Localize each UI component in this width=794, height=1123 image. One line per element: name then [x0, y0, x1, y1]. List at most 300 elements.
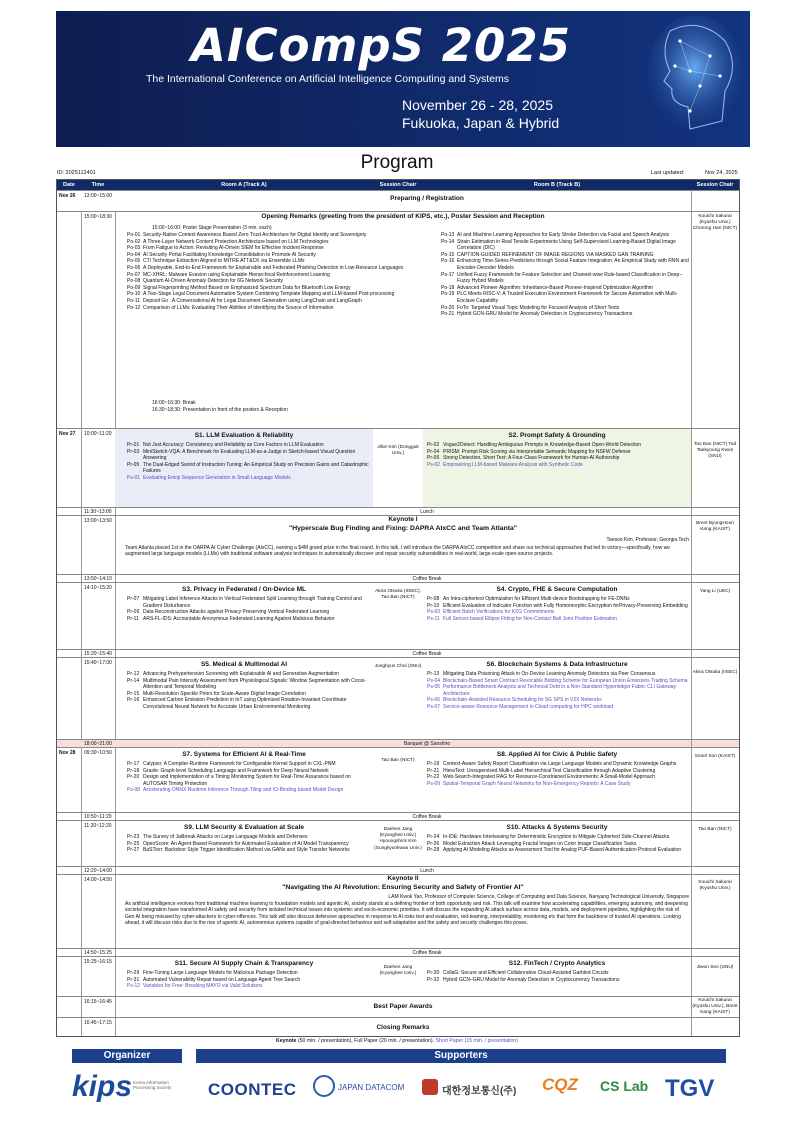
chair-s1: Jihie Kim (Dongguk Univ.) [377, 445, 419, 457]
session-s7-title: S7. Systems for Efficient AI & Real-Time [182, 751, 306, 758]
supporters-header: Supporters [196, 1049, 726, 1063]
paper-title: A Two-Stage Legal Document Automation System Combining Template Mapping and LLM-based Post-processing [143, 291, 395, 298]
paper-id: Po-10 [127, 291, 141, 298]
time: 11:20~12:20 [84, 823, 112, 829]
paper-id: Po-19 [441, 291, 455, 298]
col-time: Time [81, 180, 115, 190]
paper-id: Ps-06 [427, 697, 441, 704]
paper-title: PLC Meets RISC-V: A Trusted Execution Environment Framework for Secure Automation with Multi-Enclave Capability [457, 291, 678, 304]
time: 10:00~11:20 [84, 431, 112, 437]
paper-item [127, 774, 371, 787]
paper-id: Pr-19 [427, 761, 440, 767]
keynote-2-abstract: As artificial intelligence evolves from traditional machine learning to foundation models and agentic AI, society stands at a defining frontier of both opportunity and risk. This talk will examine how accelerating capabilities, emerging autonomy, and deepening societal integration have transformed AI safety and security from isolated technical issues into systemic and socio-economic priorities. It will discuss the expanding AI attack surface across data, models, and deployment pipelines, highlighting the risk of Gen AI being misused by cyber-attackers to cyber-offences. This talk will also discuss defensive approaches in response to AI risks test and evaluation, red-teaming, interpretability, monitoring etc that form the backbone of trusted AI operations. Looking ahead, it will discuss risks due to the rise of agentic AI, autonomous systems capable of goal-directed behaviour and self-adaptation and the safety and security challenges this poses. [125, 901, 688, 926]
paper-item [427, 603, 689, 610]
short-paper-item [127, 983, 371, 990]
coffee-break-label: Coffee Break [412, 949, 442, 956]
poster-note-2: 16:00~16:30: Break [152, 400, 196, 406]
paper-item [441, 305, 689, 312]
coffee-break-label: Coffee Break [412, 813, 442, 820]
session-s3-papers [127, 596, 371, 622]
paper-title: Accelerating ONNX Runtime Inference Through Tiling and IO-Binding based Model Design [143, 787, 344, 794]
time: 09:30~10:50 [84, 750, 112, 756]
keynote-1-speaker: Taesoo Kim, Professor, Georgia Tech [606, 537, 689, 543]
poster-note-1: 15:00~16:00: Poster Stage Presentation (3 min. each) [152, 225, 272, 231]
paper-item [127, 596, 371, 609]
row-lunch-2 [57, 866, 739, 874]
paper-item [127, 768, 371, 775]
short-paper-item [427, 462, 689, 469]
paper-title: An Intra-ciphertext Optimization for Efficient Multi-device Bootstrapping for FE-DNNs [443, 596, 630, 602]
paper-title: Comparison of LLMs: Evaluating Their Abilities of Identifying the Source of Information [143, 304, 334, 311]
paper-title: Data Reconstruction Attacks against Privacy Preserving Vertical Federated Learning [143, 609, 330, 616]
paper-id: Po-02 [127, 238, 141, 245]
paper-title: Not Just Accuracy: Consistency and Reliability as Core Factors in LLM Evaluation [143, 442, 324, 448]
ai-head-illustration [630, 11, 750, 147]
paper-title: Multi-Resolution Speckle Priors for Scale-Aware Digital Image Correlation [143, 690, 306, 697]
time: 18:00~21:00 [84, 740, 112, 747]
conference-title: AICompS 2025 [191, 19, 571, 72]
paper-item [427, 761, 689, 768]
banquet-label: Banquet @ Sanshiro [403, 740, 451, 747]
row-s7-s8 [57, 747, 739, 812]
row-registration [57, 190, 739, 211]
paper-id: Po-09 [127, 284, 141, 291]
tgv-logo: TGV [665, 1075, 715, 1102]
kips-subtitle: Korea Information Processing Society [133, 1080, 172, 1090]
row-closing [57, 1017, 739, 1037]
row-lunch-1 [57, 507, 739, 515]
paper-id: Pr-12 [127, 671, 140, 677]
paper-title: From Fatigue to Action: Revisiting AI-Driven SIEM for Effective Incident Response [143, 245, 324, 252]
paper-item [127, 239, 417, 246]
short-paper-item [427, 616, 689, 623]
paper-title: Performance Bottleneck Analysis and Technical Debt in a Non-Standard Hyperledger Fabric CLI Gateway Architecture [443, 684, 677, 697]
paper-title: Enhancing Time-Series Predictions through Social Feature Integration: An Empirical Study with RNN and Encoder-Decoder Models [457, 258, 689, 271]
row-award [57, 996, 739, 1017]
paper-item [127, 691, 371, 698]
paper-title: Blockchain-Assisted Resource Scheduling for 5G SPS in V2X Networks [443, 697, 602, 704]
session-s6-papers [427, 671, 689, 711]
time: 15:00~18:30 [84, 214, 112, 220]
paper-item [427, 977, 689, 984]
paper-item [127, 258, 417, 265]
closing-remarks: Closing Remarks [376, 1024, 430, 1031]
keynote-1-abstract: Team Atlanta placed 1st in the DARPA AI Cyber Challenge (AIxCC), earning a $4M grand prize in the final round. In this talk, I will introduce the DARPA AIxCC competition and share our technical approaches that led to victory—specifically, how we augmented large language models (LLMs) with traditional software analysis techniques to automatically discover and repair security vulnerabilities in real-world, large-scale open-source projects. [125, 545, 670, 558]
paper-id: Po-11 [127, 297, 140, 304]
time: 12:20~14:00 [84, 867, 112, 874]
paper-id: Pr-27 [127, 847, 140, 854]
paper-item [127, 232, 417, 239]
japan-datacom-icon [313, 1075, 335, 1097]
paper-item [127, 834, 371, 841]
paper-title: Mitigating Label Inference Attacks in Vertical Federated Split Learning through Training Control and Gradient Disturbance [143, 596, 362, 609]
paper-item [427, 768, 689, 775]
paper-id: Po-07 [127, 271, 141, 278]
paper-item [127, 678, 371, 691]
paper-title: HieraText: Unsupervised Multi-Label Hierarchical Text Classification through Adaptive Clustering [443, 767, 656, 774]
paper-item [441, 291, 689, 304]
paper-title: MC-XHRL: Malware Evasion using Explainable Hierarchical Reinforcement Learning [143, 271, 330, 278]
short-paper-item [427, 684, 689, 697]
registration-label: Preparing / Registration [390, 195, 464, 202]
chair-keynote-2: Kouichi Sakurai (Kyushu Univ.) [698, 880, 732, 892]
paper-item [127, 761, 371, 768]
time: 13:00~13:50 [84, 518, 112, 524]
col-room-b: Room B (Track B) [423, 180, 691, 190]
row-coffee-3 [57, 812, 739, 820]
session-s6-title: S6. Blockchain Systems & Data Infrastructure [486, 661, 628, 668]
paper-title: AI Security Portal Facilitating Knowledge Consolidation to Promote AI Security [143, 251, 316, 258]
session-s3-title: S3. Privacy in Federated / On-Device ML [182, 586, 306, 593]
short-paper-item [427, 704, 689, 711]
paper-title: Advanced Pioneer Algorithm: Inheritance-Based Pioneer-Inspired Optimization Algorithm [457, 284, 653, 291]
paper-id: Ps-03 [427, 609, 441, 616]
paper-title: Enhanced Carbon Emission Prediction in IoT using Optimized Rotation-Invariant Coordinate Convolutional Neural Network for Accurate Urban Environmental Monitoring [143, 697, 347, 710]
paper-id: Pr-26 [427, 840, 440, 847]
time: 14:10~15:20 [84, 585, 112, 591]
keynote-1-label: Keynote I [388, 516, 418, 523]
paper-title: Advancing Prehypertension Screening with Explainable AI and Generative Augmentation [143, 671, 339, 677]
paper-title: A Deployable, End-to-End Framework for Explainable and Federated Phishing Detection in Low-Resource Languages [143, 264, 404, 271]
paper-id: Pr-25 [127, 840, 140, 847]
footnote [0, 1038, 794, 1044]
paper-id: Pr-15 [127, 690, 140, 697]
lunch-label: Lunch [420, 867, 434, 874]
row-keynote-2 [57, 874, 739, 948]
paper-item [127, 285, 417, 292]
session-s8-title: S8. Applied AI for Civic & Public Safety [496, 751, 618, 758]
paper-id: Pr-07 [127, 596, 140, 602]
time: 11:30~13:00 [84, 508, 112, 515]
paper-title: Vogue2Detect: Handling Ambiguous Prompts in Knowledge-Based Open-World Detection [443, 442, 642, 448]
paper-item [127, 442, 371, 449]
paper-title: Variables for Free: Breaking MAYO via Valid Solutions [143, 983, 263, 990]
paper-id: Po-15 [441, 251, 455, 258]
date-nov26: Nov 26 [59, 193, 76, 199]
paper-item [127, 697, 371, 710]
paper-item [127, 272, 417, 279]
paper-item [127, 265, 417, 272]
col-chair-a: Session Chair [373, 180, 423, 190]
paper-id: Po-05 [127, 258, 141, 265]
session-s4-papers [427, 596, 689, 622]
paper-title: MiniSketch-VQA: A Benchmark for Evaluating LLM-as-a-Judge in Sketch-based Visual Question Answering [143, 448, 356, 462]
paper-title: FoTo: Targeted Visual Topic Modeling for Focused Analysis of Short Texts [457, 304, 620, 311]
paper-title: Automated Vulnerability Repair based on Language Agent Tree Search [143, 976, 301, 983]
cslab-logo: CS Lab [600, 1078, 649, 1094]
paper-id: Pr-22 [427, 774, 440, 781]
paper-id: Pr-01 [127, 442, 140, 448]
paper-item [441, 258, 689, 271]
chair-s6: Akira Otsuka (IISEC) [692, 670, 738, 675]
paper-id: Pr-03 [127, 448, 140, 455]
chair-s3: Akira Otsuka (IISEC), Tao Ban (NICT) [375, 589, 421, 601]
session-s12-papers [427, 970, 689, 983]
short-paper-item [427, 678, 689, 685]
paper-title: OpenScore: An Agent-Based Framework for Automated Evaluation of AI Model Transparency [143, 840, 349, 847]
paper-id: Pr-20 [127, 774, 140, 781]
paper-title: Signal Fingerprinting Method Based on Emphasized Spectrum Data for Bluetooth Low Energy [143, 284, 351, 291]
paper-id: Ps-01 [127, 474, 141, 481]
dahan-logo: 대한정보통신(주) [442, 1086, 517, 1097]
short-paper-item [127, 787, 371, 794]
paper-title: Grasle: Graph-level Scheduling Language and Framework for Deep Neural Network [143, 767, 329, 774]
conference-banner [56, 11, 750, 147]
paper-id: Ps-02 [427, 461, 441, 468]
chair-s2: Tao Ban (NICT) Tod Taekyoung Kwon (SNU) [693, 442, 737, 460]
col-date: Date [57, 180, 81, 190]
paper-item [427, 449, 689, 456]
paper-id: Po-06 [127, 264, 141, 271]
chair-s12: Jiwon Seo (SNU) [696, 965, 734, 970]
chair-keynote-1: Brent ByungHoon Kang (KAIST) [696, 521, 734, 533]
row-coffee-4 [57, 948, 739, 956]
paper-title: Model Extraction Attack Leveraging Fractal Images on Color Image Classification Tasks [443, 840, 637, 847]
paper-title: Strain Estimation in Real Tensile Experiments Using Self-Supervised Learning-Based Digital Image Correlation (DIC) [457, 238, 676, 252]
row-s5-s6 [57, 657, 739, 739]
session-s1-papers [127, 442, 371, 482]
date-nov28: Nov 28 [59, 750, 76, 756]
row-opening-poster [57, 211, 739, 428]
paper-title: Efficient Evaluation of Indicator Function with Fully Homomorphic Encryption forPrivacy-Preserving Embedding [443, 602, 688, 609]
paper-title: CollaG: Secure and Efficient Collaborative Cloud-Assisted Garbled Circuits [443, 970, 609, 976]
paper-title: Web-Search-Integrated RAG for Resource-Constrained Environments: A Small-Model Approach [443, 774, 655, 781]
paper-title: Spatial-Temporal Graph Neural Networks for Non-Emergency Reports: A Case Study [443, 780, 631, 787]
keynote-2-label: Keynote II [387, 875, 419, 882]
paper-title: Mitigating Data Poisoning Attack in On-Device Learning Anomaly Detectors via Peer Consensus [443, 671, 656, 677]
chair-s5: Jonghyun Choi (SNU) [374, 664, 422, 669]
paper-title: Unified Fuzzy Framework for Feature Selection and Channel-wise Rule-based Classification in Deep–Fuzzy Hybrid Models [457, 271, 683, 285]
footnote-keynote: Keynote [276, 1038, 297, 1044]
cqz-logo: CQZ [542, 1075, 578, 1094]
paper-id: Ps-04 [427, 677, 441, 684]
program-id: ID: 2025112401 [57, 170, 96, 176]
paper-item [427, 841, 689, 848]
paper-title: The Survey of Jailbreak Attacks on Large Language Models and Defenses [143, 834, 308, 840]
paper-id: Ps-05 [427, 684, 441, 691]
paper-item [441, 285, 689, 292]
paper-item [427, 671, 689, 678]
paper-title: Deposit Go : A Conversational AI for Legal Document Generation using LangChain and LangGraph [143, 297, 362, 304]
time: 15:40~17:00 [84, 660, 112, 666]
paper-title: Blockchain-Based Smart Contract Revocable Bidding Scheme for European Union Emissions Trading Schema [443, 677, 688, 684]
paper-item [427, 596, 689, 603]
best-paper-awards: Best Paper Awards [373, 1003, 433, 1010]
opening-title: Opening Remarks (greeting from the president of KIPS, etc.), Poster Session and Reception [261, 213, 545, 220]
paper-title: AI and Machine Learning Approaches for Early Stroke Detection via Facial and Speech Analysis [457, 232, 670, 238]
paper-id: Pr-24 [427, 834, 440, 840]
paper-title: Multimodal Pain Intensity Assessment from Physiological Signals: Window Segmentation with Cross-Attention and Temporal Modeling [143, 677, 366, 691]
paper-id: Po-01 [127, 232, 141, 238]
paper-id: Po-13 [441, 232, 455, 238]
paper-title: Applying AI Modeling Attacks as Assessment Tool for Analog PUF-Based Authentication Protocol Evaluation [443, 847, 682, 854]
paper-item [441, 311, 689, 318]
paper-item [427, 847, 689, 854]
paper-id: Po-16 [441, 258, 455, 265]
paper-item [427, 455, 689, 462]
paper-id: Pr-13 [427, 671, 440, 677]
paper-title: Hybrid GCN-GRU Model for Anomaly Detection in Cryptocurrency Transactions [457, 311, 633, 318]
session-s1-title: S1. LLM Evaluation & Reliability [194, 432, 294, 439]
paper-id: Pr-21 [427, 767, 440, 774]
paper-id: Pr-16 [127, 697, 140, 704]
row-coffee-1 [57, 574, 739, 582]
paper-id: Po-20 [441, 304, 455, 311]
time: 16:15~16:45 [84, 999, 112, 1005]
paper-id: Po-18 [441, 284, 455, 291]
paper-id: Pr-17 [127, 761, 140, 767]
session-s8-papers [427, 761, 689, 787]
session-s11-papers [127, 970, 371, 990]
conference-subtitle: The International Conference on Artificial Intelligence Computing and Systems [146, 73, 510, 85]
keynote-1-title: "Hyperscale Bug Finding and Fixing: DAPRA AIxCC and Team Atlanta" [289, 525, 517, 532]
paper-id: Po-04 [127, 251, 141, 258]
session-s2-title: S2. Prompt Safety & Grounding [508, 432, 606, 439]
coontec-logo: COONTEC [208, 1080, 297, 1099]
paper-id: Ps-07 [427, 703, 441, 710]
paper-id: Pr-28 [427, 847, 440, 854]
time: 13:00~15:00 [84, 193, 112, 199]
short-paper-item [427, 609, 689, 616]
paper-item [441, 252, 689, 259]
row-coffee-2 [57, 649, 739, 657]
paper-title: Security-Native Context Awareness Based Zero Trust Architecture for Digital Identity and Sovereignty [143, 232, 367, 238]
paper-id: Po-21 [441, 311, 455, 318]
poster-note-3: 16:30~18:30: Presentation in front of the posters & Reception [152, 407, 288, 413]
paper-id: Pr-18 [127, 767, 140, 774]
paper-item [441, 232, 689, 239]
keynote-2-title: "Navigating the AI Revolution: Ensuring Security and Safety of Frontier AI" [282, 884, 524, 891]
poster-list-b [441, 232, 689, 318]
paper-item [127, 278, 417, 285]
paper-item [127, 847, 371, 854]
paper-title: CAPTION-GUIDED REFINEMENT OF IMAGE REGIONS VIA MASKED GAN TRAINING [457, 251, 654, 258]
paper-id: Po-08 [127, 278, 141, 285]
chair-s7: Tao Ban (NICT) [381, 758, 415, 763]
organizer-header: Organizer [72, 1049, 182, 1063]
row-s11-s12 [57, 956, 739, 996]
paper-item [441, 239, 689, 252]
paper-item [441, 272, 689, 285]
chair-s9: Daehee Jang (Kyunghee Univ.) Hyoungshick Kim (Sungkyunkwan Univ.) [374, 827, 422, 851]
paper-id: Pr-10 [427, 602, 440, 609]
coffee-break-label: Coffee Break [412, 650, 442, 657]
paper-title: Empowering LLM-based Malware Analysis with Synthetic Code [443, 461, 583, 468]
date-nov27: Nov 27 [59, 431, 76, 437]
paper-item [427, 970, 689, 977]
coffee-break-label: Coffee Break [412, 575, 442, 582]
paper-item [127, 449, 371, 462]
chair-opening: Kouichi Sakurai (Kyushu Univ.) Chorong Han (NICT) [692, 214, 738, 232]
paper-title: Strong Detection, Short Text: A Four-Class Framework for Human-AI Authorship [443, 455, 620, 462]
paper-title: Design and Implementation of a Timing Monitoring System for Real-Time Assurance based on AUTOSAR Timing Protection [143, 774, 351, 787]
session-s9-papers [127, 834, 371, 854]
paper-id: Pr-05 [127, 461, 140, 468]
paper-id: Ps-12 [127, 983, 141, 990]
paper-id: Pr-11 [127, 615, 139, 622]
paper-title: Context-Aware Safety Report Classification via Large Language Models and Dynamic Knowledge Graphs [443, 761, 677, 767]
paper-item [127, 671, 371, 678]
paper-item [427, 774, 689, 781]
paper-title: Full Sensor-based Ellipse Fitting for Non-Contact Ball Joint Position Estimation [443, 615, 617, 622]
session-s12-title: S12. FinTech / Crypto Analytics [508, 960, 606, 967]
session-s9-title: S9. LLM Security & Evaluation at Scale [184, 824, 304, 831]
short-paper-item [427, 697, 689, 704]
session-s11-title: S11. Secure AI Supply Chain & Transparency [174, 960, 314, 967]
paper-id: Pr-14 [127, 677, 140, 684]
row-s1-s2 [57, 428, 739, 507]
paper-item [127, 977, 371, 984]
time: 14:00~14:50 [84, 877, 112, 883]
chair-s8: Sooel Son (KAIST) [694, 754, 736, 759]
paper-id: Pr-09 [127, 609, 140, 616]
updated-label: Last updated: [651, 170, 685, 176]
session-s5-papers [127, 671, 371, 711]
short-paper-item [127, 475, 371, 482]
row-banquet [57, 739, 739, 747]
keynote-2-speaker: LAM Kwok Yan, Professor of Computer Science, College of Computing and Data Science, Nanyang Technological University, Singapore [388, 894, 689, 900]
paper-title: The Dual-Edged Sword of Instruction Tuning: An Empirical Study on Precision Gains and Catastrophic Failures [143, 461, 369, 475]
conference-dates: November 26 - 28, 2025 [402, 97, 553, 113]
paper-id: Pr-23 [127, 834, 140, 840]
paper-id: Pr-31 [127, 976, 140, 983]
paper-item [127, 609, 371, 616]
program-table [56, 179, 740, 1037]
paper-id: Po-14 [441, 238, 455, 245]
paper-item [127, 298, 417, 305]
dahan-icon [422, 1079, 438, 1095]
col-chair-b: Session Chair [691, 180, 739, 190]
paper-item [127, 841, 371, 848]
chair-s4: Yang Li (UEC) [699, 589, 731, 594]
kips-logo: kips [72, 1070, 133, 1103]
session-s10-title: S10. Attacks & Systems Security [506, 824, 608, 831]
paper-id: Pr-02 [427, 442, 440, 448]
japan-datacom-logo: JAPAN DATACOM [338, 1083, 405, 1092]
time: 15:20~15:40 [84, 650, 112, 657]
paper-id: Pr-32 [427, 976, 440, 983]
conference-place: Fukuoka, Japan & Hybrid [402, 115, 560, 131]
paper-item [427, 442, 689, 449]
program-title: Program [360, 152, 434, 173]
paper-id: Ps-11 [427, 615, 440, 622]
session-s2-papers [427, 442, 689, 468]
short-paper-item [427, 781, 689, 788]
paper-title: Fine-Tuning Large Language Models for Malicious Package Detection [143, 970, 298, 976]
footnote-short: Short Paper (15 min. / presentation) [435, 1038, 518, 1044]
paper-title: ARS-FL-IDS: Accountable Anonymous Federated Learning Against Malicious Behavior [143, 615, 335, 622]
paper-title: Efficient Batch Verifications for KZG Commitments [443, 609, 555, 616]
time: 16:45~17:15 [84, 1020, 112, 1026]
paper-item [127, 462, 371, 475]
time: 15:25~16:15 [84, 959, 112, 965]
paper-title: Quantum AI-Driven Anomaly Detection for 6G Network Security [143, 278, 284, 285]
lunch-label: Lunch [420, 508, 434, 515]
paper-id: Pr-06 [427, 455, 440, 462]
paper-id: Pr-08 [427, 596, 440, 602]
paper-title: Service-aware Resource Management in Cloud computing for HPC workload [443, 703, 614, 710]
paper-id: Pr-30 [427, 970, 440, 976]
paper-item [127, 970, 371, 977]
paper-item [127, 291, 417, 298]
paper-id: Po-12 [127, 304, 141, 311]
paper-item [127, 245, 417, 252]
paper-id: Po-17 [441, 271, 455, 278]
paper-id: Po-03 [127, 245, 141, 252]
paper-title: Hybrid GCN–GRU Model for Anomaly Detection in Cryptocurrency Transactions [443, 976, 620, 983]
paper-id: Ps-08 [127, 787, 141, 794]
poster-list-a [127, 232, 417, 311]
